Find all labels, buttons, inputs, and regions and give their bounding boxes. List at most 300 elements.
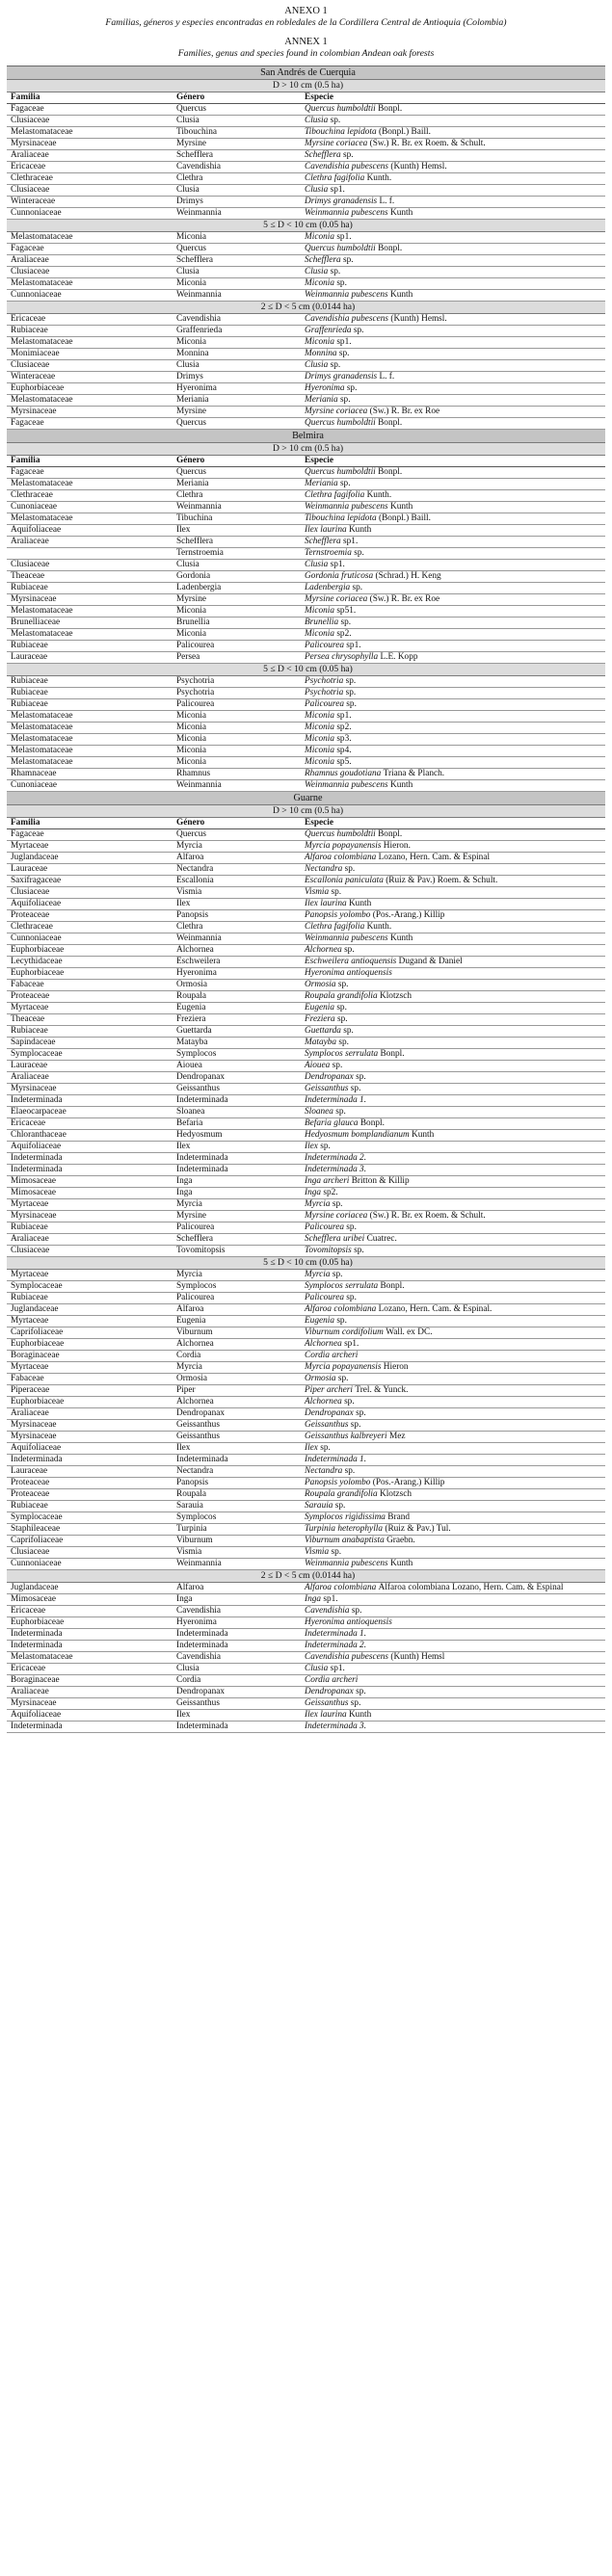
table-row bbox=[7, 290, 605, 302]
family-cell: Indeterminada bbox=[7, 1153, 173, 1165]
species-name: Myrsine coriacea bbox=[305, 407, 368, 416]
family-cell: Symplocaceae bbox=[7, 1049, 173, 1061]
species-author: sp. bbox=[344, 1466, 356, 1476]
table-row bbox=[7, 1641, 605, 1652]
species-author: (Bonpl.) Baill. bbox=[378, 127, 431, 137]
species-cell bbox=[301, 606, 605, 618]
table-row bbox=[7, 1351, 605, 1362]
species-author: sp1. bbox=[336, 711, 352, 721]
species-table-body bbox=[7, 66, 605, 1733]
table-row bbox=[7, 548, 605, 560]
species-cell bbox=[301, 1072, 605, 1084]
table-row bbox=[7, 723, 605, 734]
species-author: Kunth bbox=[390, 780, 413, 790]
table-row bbox=[7, 1547, 605, 1559]
species-author: Bonpl. bbox=[378, 244, 403, 253]
annex-title-en: Families, genus and species found in colombian Andean oak forests bbox=[177, 48, 435, 59]
species-name: Hyeronima antioquensis bbox=[305, 1617, 392, 1627]
species-name: Cordia archeri bbox=[305, 1351, 359, 1360]
species-cell bbox=[301, 197, 605, 208]
species-cell bbox=[301, 1617, 605, 1629]
table-row bbox=[7, 1038, 605, 1049]
family-cell: Lauraceae bbox=[7, 864, 173, 876]
species-name: Eschweilera antioquensis bbox=[305, 957, 397, 966]
diameter-class-row bbox=[7, 302, 605, 314]
genus-cell: Quercus bbox=[173, 244, 301, 255]
table-row bbox=[7, 1629, 605, 1641]
species-name: Miconia bbox=[305, 734, 334, 744]
species-author: sp. bbox=[346, 1293, 357, 1302]
species-cell bbox=[301, 383, 605, 395]
family-cell: Clethraceae bbox=[7, 490, 173, 502]
species-name: Myrcia bbox=[305, 1270, 331, 1279]
genus-cell: Palicourea bbox=[173, 699, 301, 711]
genus-cell: Drimys bbox=[173, 372, 301, 383]
species-author: Bonpl. bbox=[380, 1049, 405, 1059]
family-cell: Clusiaceae bbox=[7, 887, 173, 899]
species-author: Kunth bbox=[390, 933, 413, 943]
site-name: Belmira bbox=[7, 430, 605, 443]
species-author: Cuatrec. bbox=[366, 1234, 397, 1244]
table-row bbox=[7, 407, 605, 418]
genus-cell: Symplocos bbox=[173, 1512, 301, 1524]
column-header-familia: Familia bbox=[7, 92, 173, 104]
family-cell: Cunnoniaceae bbox=[7, 290, 173, 302]
species-name: Alchornea bbox=[305, 1397, 342, 1406]
table-row bbox=[7, 1014, 605, 1026]
species-author: Kunth. bbox=[366, 490, 392, 500]
species-author: Kunth. bbox=[366, 922, 392, 932]
table-row bbox=[7, 1107, 605, 1118]
genus-cell: Clusia bbox=[173, 560, 301, 571]
annex-label-es: ANEXO 1 bbox=[284, 6, 328, 16]
species-author: Lozano, Hern. Cam. & Espinal. bbox=[378, 1304, 492, 1314]
species-cell bbox=[301, 1606, 605, 1617]
table-row bbox=[7, 641, 605, 652]
family-cell: Symplocaceae bbox=[7, 1512, 173, 1524]
species-name: Guettarda bbox=[305, 1026, 341, 1036]
species-cell bbox=[301, 360, 605, 372]
table-row bbox=[7, 116, 605, 127]
genus-cell: Indeterminada bbox=[173, 1641, 301, 1652]
species-name: Palicourea bbox=[305, 699, 344, 709]
species-cell bbox=[301, 618, 605, 629]
species-author: (Sw.) R. Br. ex Roe bbox=[369, 407, 440, 416]
table-row bbox=[7, 1211, 605, 1222]
family-cell: Indeterminada bbox=[7, 1095, 173, 1107]
table-row bbox=[7, 1478, 605, 1489]
family-cell: Myrsinaceae bbox=[7, 139, 173, 150]
table-row bbox=[7, 1675, 605, 1687]
species-name: Weinmannia pubescens bbox=[305, 780, 388, 790]
table-row bbox=[7, 980, 605, 991]
genus-cell: Miconia bbox=[173, 337, 301, 349]
genus-cell: Indeterminada bbox=[173, 1455, 301, 1466]
species-name: Matayba bbox=[305, 1038, 337, 1047]
species-cell bbox=[301, 548, 605, 560]
family-cell: Araliaceae bbox=[7, 150, 173, 162]
family-cell: Proteaceae bbox=[7, 991, 173, 1003]
family-cell: Euphorbiaceae bbox=[7, 1339, 173, 1351]
species-cell bbox=[301, 1293, 605, 1304]
table-row bbox=[7, 418, 605, 430]
genus-cell: Drimys bbox=[173, 197, 301, 208]
family-cell: Sapindaceae bbox=[7, 1038, 173, 1049]
genus-cell: Ilex bbox=[173, 525, 301, 537]
column-header-familia: Familia bbox=[7, 456, 173, 467]
species-name: Graffenrieda bbox=[305, 326, 352, 335]
family-cell: Fagaceae bbox=[7, 467, 173, 479]
species-name: Indeterminada 1. bbox=[305, 1629, 367, 1639]
species-name: Meriania bbox=[305, 479, 338, 488]
species-name: Quercus humboldtii bbox=[305, 104, 376, 114]
family-cell: Mimosaceae bbox=[7, 1176, 173, 1188]
species-cell bbox=[301, 699, 605, 711]
family-cell: Cunnoniaceae bbox=[7, 1559, 173, 1570]
species-author: sp. bbox=[331, 1547, 342, 1557]
table-row bbox=[7, 1408, 605, 1420]
family-cell: Melastomataceae bbox=[7, 757, 173, 769]
family-cell: Araliaceae bbox=[7, 1072, 173, 1084]
species-table bbox=[7, 66, 605, 1733]
species-cell bbox=[301, 853, 605, 864]
table-row bbox=[7, 278, 605, 290]
family-cell: Melastomataceae bbox=[7, 479, 173, 490]
species-author: sp. bbox=[332, 1199, 343, 1209]
annex-title-es: Familias, géneros y especies encontradas en robledales de la Cordillera Central de Antioquia (Colombia) bbox=[105, 17, 507, 28]
species-name: Miconia bbox=[305, 337, 334, 347]
species-name: Cavendishia bbox=[305, 1606, 350, 1616]
table-row bbox=[7, 1420, 605, 1432]
family-cell: Aquifoliaceae bbox=[7, 1443, 173, 1455]
family-cell: Aquifoliaceae bbox=[7, 525, 173, 537]
species-name: Clusia bbox=[305, 185, 329, 195]
table-row bbox=[7, 841, 605, 853]
table-row bbox=[7, 1270, 605, 1281]
genus-cell: Miconia bbox=[173, 232, 301, 244]
species-cell bbox=[301, 173, 605, 185]
family-cell: Chloranthaceae bbox=[7, 1130, 173, 1142]
species-cell bbox=[301, 1014, 605, 1026]
species-name: Myrcia bbox=[305, 1199, 331, 1209]
table-row bbox=[7, 1501, 605, 1512]
family-cell: Araliaceae bbox=[7, 1687, 173, 1698]
genus-cell: Miconia bbox=[173, 711, 301, 723]
family-cell: Myrsinaceae bbox=[7, 1432, 173, 1443]
family-cell: Fabaceae bbox=[7, 980, 173, 991]
species-name: Myrsine coriacea bbox=[305, 139, 368, 148]
genus-cell: Hyeronima bbox=[173, 968, 301, 980]
species-name: Inga archeri bbox=[305, 1176, 350, 1186]
species-author: sp. bbox=[337, 980, 349, 989]
species-author: sp. bbox=[336, 278, 347, 288]
species-cell bbox=[301, 887, 605, 899]
species-name: Miconia bbox=[305, 757, 334, 767]
table-row bbox=[7, 757, 605, 769]
table-row bbox=[7, 1165, 605, 1176]
diameter-class-label: 5 ≤ D < 10 cm (0.05 ha) bbox=[7, 664, 605, 676]
genus-cell: Alfaroa bbox=[173, 1583, 301, 1594]
species-cell bbox=[301, 757, 605, 769]
genus-cell: Dendropanax bbox=[173, 1687, 301, 1698]
genus-cell: Clethra bbox=[173, 922, 301, 933]
species-cell bbox=[301, 418, 605, 430]
family-cell: Proteaceae bbox=[7, 910, 173, 922]
table-row bbox=[7, 349, 605, 360]
family-cell: Myrsinaceae bbox=[7, 1698, 173, 1710]
species-name: Turpinia heterophylla bbox=[305, 1524, 384, 1534]
diameter-class-row bbox=[7, 664, 605, 676]
species-name: Nectandra bbox=[305, 1466, 343, 1476]
genus-cell: Turpinia bbox=[173, 1524, 301, 1536]
genus-cell: Palicourea bbox=[173, 641, 301, 652]
species-cell bbox=[301, 1211, 605, 1222]
family-cell: Myrtaceae bbox=[7, 1362, 173, 1374]
table-row bbox=[7, 1003, 605, 1014]
species-name: Clusia bbox=[305, 267, 329, 276]
species-cell bbox=[301, 876, 605, 887]
species-cell bbox=[301, 910, 605, 922]
table-row bbox=[7, 1687, 605, 1698]
table-row bbox=[7, 1606, 605, 1617]
species-author: Alfaroa colombiana Lozano, Hern. Cam. & Espinal bbox=[378, 1583, 564, 1592]
column-header-especie: Especie bbox=[301, 92, 605, 104]
species-name: Ormosia bbox=[305, 1374, 336, 1383]
genus-cell: Vismia bbox=[173, 887, 301, 899]
species-author: sp3. bbox=[336, 734, 352, 744]
species-author: sp1. bbox=[336, 337, 352, 347]
table-row bbox=[7, 991, 605, 1003]
species-cell bbox=[301, 395, 605, 407]
family-cell: Fagaceae bbox=[7, 104, 173, 116]
family-cell: Rubiaceae bbox=[7, 688, 173, 699]
species-author: sp4. bbox=[336, 746, 352, 755]
species-name: Cavendishia pubescens bbox=[305, 162, 389, 171]
species-cell bbox=[301, 525, 605, 537]
species-cell bbox=[301, 1374, 605, 1385]
species-name: Clusia bbox=[305, 1664, 329, 1673]
species-cell bbox=[301, 957, 605, 968]
species-name: Miconia bbox=[305, 723, 334, 732]
table-row bbox=[7, 1594, 605, 1606]
species-cell bbox=[301, 980, 605, 991]
genus-cell: Inga bbox=[173, 1176, 301, 1188]
genus-cell: Piper bbox=[173, 1385, 301, 1397]
species-name: Piper archeri bbox=[305, 1385, 354, 1395]
species-name: Escallonia paniculata bbox=[305, 876, 384, 885]
species-author: sp. bbox=[331, 887, 342, 897]
species-cell bbox=[301, 244, 605, 255]
genus-cell: Cordia bbox=[173, 1675, 301, 1687]
species-author: sp1. bbox=[343, 537, 359, 546]
genus-cell: Myrcia bbox=[173, 1270, 301, 1281]
species-name: Ilex laurina bbox=[305, 525, 347, 535]
family-cell: Indeterminada bbox=[7, 1629, 173, 1641]
species-author: Bonpl. bbox=[380, 1281, 405, 1291]
genus-cell: Hedyosmum bbox=[173, 1130, 301, 1142]
table-row bbox=[7, 618, 605, 629]
diameter-class-row bbox=[7, 1257, 605, 1270]
genus-cell: Indeterminada bbox=[173, 1153, 301, 1165]
species-author: sp. bbox=[353, 326, 364, 335]
family-cell: Myrtaceae bbox=[7, 1199, 173, 1211]
species-name: Gordonia fruticosa bbox=[305, 571, 374, 581]
species-author: sp5. bbox=[336, 757, 352, 767]
species-cell bbox=[301, 267, 605, 278]
species-cell bbox=[301, 1710, 605, 1722]
table-row bbox=[7, 594, 605, 606]
table-row bbox=[7, 1142, 605, 1153]
table-row bbox=[7, 1316, 605, 1327]
species-name: Alfaroa colombiana bbox=[305, 853, 377, 862]
genus-cell: Roupala bbox=[173, 991, 301, 1003]
family-cell: Clusiaceae bbox=[7, 116, 173, 127]
species-author: (Schrad.) H. Keng bbox=[375, 571, 441, 581]
table-row bbox=[7, 244, 605, 255]
table-row bbox=[7, 629, 605, 641]
species-cell bbox=[301, 945, 605, 957]
table-row bbox=[7, 1617, 605, 1629]
species-cell bbox=[301, 583, 605, 594]
species-name: Quercus humboldtii bbox=[305, 244, 376, 253]
species-author: sp2. bbox=[323, 1188, 338, 1197]
species-name: Indeterminada 2. bbox=[305, 1153, 367, 1163]
table-row bbox=[7, 1652, 605, 1664]
species-author: sp. bbox=[332, 1270, 343, 1279]
family-cell: Ericaceae bbox=[7, 314, 173, 326]
family-cell: Rubiaceae bbox=[7, 676, 173, 688]
species-cell bbox=[301, 652, 605, 664]
species-author: Hieron bbox=[383, 1362, 409, 1372]
species-name: Hyeronima bbox=[305, 383, 345, 393]
species-author: Kunth bbox=[390, 290, 413, 300]
species-cell bbox=[301, 1698, 605, 1710]
table-row bbox=[7, 1084, 605, 1095]
species-author: Kunth bbox=[348, 1710, 372, 1720]
species-cell bbox=[301, 1281, 605, 1293]
family-cell: Euphorbiaceae bbox=[7, 945, 173, 957]
species-cell bbox=[301, 1026, 605, 1038]
species-author: sp. bbox=[330, 116, 341, 125]
table-row bbox=[7, 1722, 605, 1733]
table-row bbox=[7, 864, 605, 876]
genus-cell: Matayba bbox=[173, 1038, 301, 1049]
table-row bbox=[7, 139, 605, 150]
genus-cell: Alfaroa bbox=[173, 853, 301, 864]
genus-cell: Geissanthus bbox=[173, 1084, 301, 1095]
genus-cell: Meriania bbox=[173, 479, 301, 490]
species-name: Cordia archeri bbox=[305, 1675, 359, 1685]
species-cell bbox=[301, 278, 605, 290]
species-cell bbox=[301, 1687, 605, 1698]
genus-cell: Myrcia bbox=[173, 1199, 301, 1211]
table-row bbox=[7, 1536, 605, 1547]
species-name: Indeterminada 2. bbox=[305, 1641, 367, 1650]
species-cell bbox=[301, 676, 605, 688]
table-row bbox=[7, 1199, 605, 1211]
genus-cell: Quercus bbox=[173, 104, 301, 116]
table-row bbox=[7, 853, 605, 864]
genus-cell: Geissanthus bbox=[173, 1432, 301, 1443]
species-cell bbox=[301, 127, 605, 139]
genus-cell: Alchornea bbox=[173, 1339, 301, 1351]
species-name: Quercus humboldtii bbox=[305, 467, 376, 477]
genus-cell: Clusia bbox=[173, 185, 301, 197]
family-cell: Fagaceae bbox=[7, 244, 173, 255]
genus-cell: Dendropanax bbox=[173, 1408, 301, 1420]
genus-cell: Symplocos bbox=[173, 1049, 301, 1061]
species-cell bbox=[301, 1397, 605, 1408]
species-author: sp2. bbox=[336, 629, 352, 639]
table-row bbox=[7, 326, 605, 337]
family-cell bbox=[7, 548, 173, 560]
genus-cell: Viburnum bbox=[173, 1327, 301, 1339]
table-row bbox=[7, 383, 605, 395]
species-cell bbox=[301, 1234, 605, 1246]
table-row bbox=[7, 467, 605, 479]
species-name: Drimys granadensis bbox=[305, 197, 378, 206]
genus-cell: Eugenia bbox=[173, 1316, 301, 1327]
diameter-class-label: D > 10 cm (0.5 ha) bbox=[7, 80, 605, 92]
species-author: L.E. Kopp bbox=[380, 652, 418, 662]
species-name: Geissanthus bbox=[305, 1420, 349, 1430]
species-name: Schefflera bbox=[305, 537, 341, 546]
species-author: sp. bbox=[343, 1026, 354, 1036]
genus-cell: Miconia bbox=[173, 746, 301, 757]
table-row bbox=[7, 232, 605, 244]
table-row bbox=[7, 571, 605, 583]
species-cell bbox=[301, 1049, 605, 1061]
genus-cell: Symplocos bbox=[173, 1281, 301, 1293]
genus-cell: Brunellia bbox=[173, 618, 301, 629]
table-row bbox=[7, 1072, 605, 1084]
genus-cell: Tovomitopsis bbox=[173, 1246, 301, 1257]
species-author: sp. bbox=[346, 699, 357, 709]
genus-cell: Palicourea bbox=[173, 1293, 301, 1304]
species-cell bbox=[301, 1629, 605, 1641]
family-cell: Elaeocarpaceae bbox=[7, 1107, 173, 1118]
family-cell: Melastomataceae bbox=[7, 278, 173, 290]
family-cell: Piperaceae bbox=[7, 1385, 173, 1397]
species-name: Indeterminada 3. bbox=[305, 1722, 367, 1731]
species-cell bbox=[301, 1664, 605, 1675]
family-cell: Ericaceae bbox=[7, 1664, 173, 1675]
family-cell: Myrsinaceae bbox=[7, 1420, 173, 1432]
family-cell: Rubiaceae bbox=[7, 583, 173, 594]
family-cell: Melastomataceae bbox=[7, 513, 173, 525]
family-cell: Cunoniaceae bbox=[7, 502, 173, 513]
genus-cell: Myrsine bbox=[173, 139, 301, 150]
species-author: sp. bbox=[350, 1698, 361, 1708]
species-cell bbox=[301, 734, 605, 746]
species-cell bbox=[301, 641, 605, 652]
family-cell: Araliaceae bbox=[7, 1408, 173, 1420]
family-cell: Melastomataceae bbox=[7, 606, 173, 618]
species-author: sp51. bbox=[336, 606, 357, 616]
diameter-class-label: D > 10 cm (0.5 ha) bbox=[7, 805, 605, 818]
species-name: Schefflera bbox=[305, 255, 341, 265]
genus-cell: Schefflera bbox=[173, 255, 301, 267]
species-author: (Kunth) Hemsl bbox=[390, 1652, 445, 1662]
family-cell: Melastomataceae bbox=[7, 232, 173, 244]
genus-cell: Weinmannia bbox=[173, 780, 301, 792]
species-cell bbox=[301, 1003, 605, 1014]
family-cell: Juglandaceae bbox=[7, 853, 173, 864]
table-row bbox=[7, 1176, 605, 1188]
table-row bbox=[7, 1118, 605, 1130]
diameter-class-label: 5 ≤ D < 10 cm (0.05 ha) bbox=[7, 1257, 605, 1270]
species-name: Drimys granadensis bbox=[305, 372, 378, 381]
